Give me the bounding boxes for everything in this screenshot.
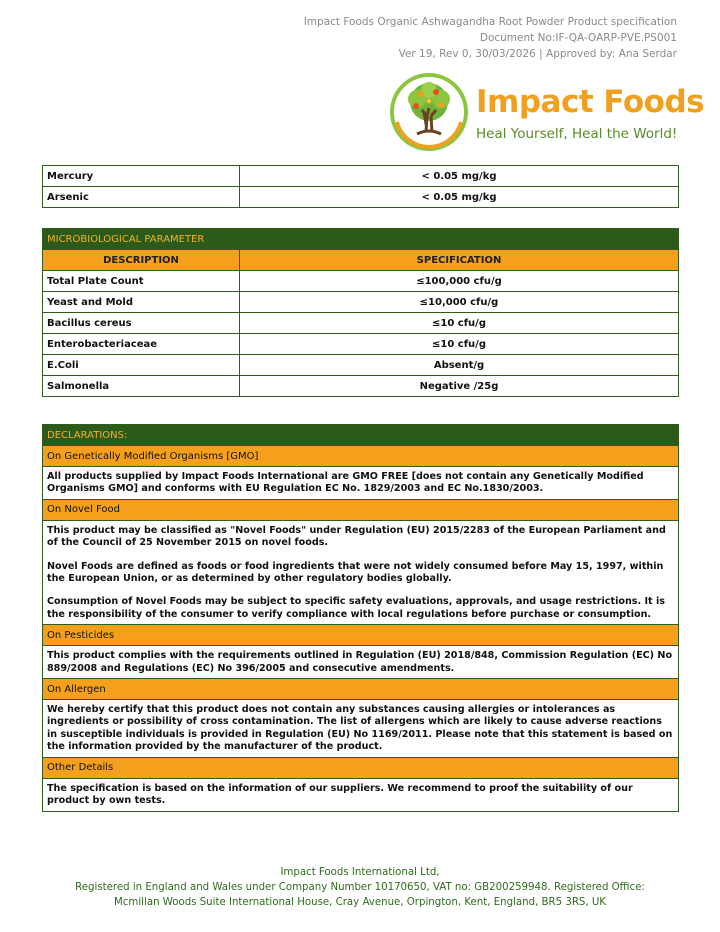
heavy-metals-table [42, 165, 679, 208]
table-row [43, 292, 679, 313]
paragraph: Consumption of Novel Foods may be subject to specific safety evaluations, approvals, and usage restrictions. It is the responsibility of the consumer to verify compliance with local regulations before purchase or consumption. [47, 596, 665, 620]
company-logo [389, 72, 705, 152]
footer-company: Impact Foods International Ltd, [280, 867, 440, 878]
brand-tagline: Heal Yourself, Heal the World! [476, 126, 678, 142]
param-name: E.Coli [43, 355, 240, 376]
doc-title: Impact Foods Organic Ashwagandha Root Powder Product specification [303, 16, 677, 28]
document-header [304, 14, 677, 62]
page-footer [0, 865, 720, 910]
declaration-heading [43, 757, 679, 778]
declaration-heading [43, 679, 679, 700]
novel-food-heading: On Novel Food [43, 499, 679, 520]
declaration-body [43, 778, 679, 811]
other-details-text [43, 778, 679, 811]
param-name: Total Plate Count [43, 271, 240, 292]
declaration-heading [43, 625, 679, 646]
param-name: Enterobacteriaceae [43, 334, 240, 355]
paragraph: All products supplied by Impact Foods International are GMO FREE [does not contain any Genetically Modified Organisms GMO] and conforms with EU Regulation EC No. 1829/2003 and EC No.1830/2003. [47, 471, 644, 495]
paragraph: The specification is based on the information of our suppliers. We recommend to proof the suitability of our product by own tests. [47, 782, 633, 807]
allergen-heading: On Allergen [43, 679, 679, 700]
table-row [43, 187, 679, 208]
paragraph: Novel Foods are defined as foods or food ingredients that were not widely consumed before May 15, 1997, within the European Union, or as determined by other regulatory bodies globally. [47, 560, 664, 585]
gmo-heading: On Genetically Modified Organisms [GMO] [43, 446, 679, 467]
declaration-heading [43, 499, 679, 520]
param-name: Salmonella [43, 376, 240, 397]
declaration-body [43, 646, 679, 679]
param-name: Arsenic [43, 187, 240, 208]
novel-food-text [43, 520, 679, 624]
microbiological-table [42, 228, 679, 397]
param-value: Absent/g [240, 355, 679, 376]
param-value: ≤100,000 cfu/g [240, 271, 679, 292]
paragraph: This product complies with the requirements outlined in Regulation (EU) 2018/848, Commission Regulation (EC) No 889/2008 and Regulations (EC) No 396/2005 and consecutive amendments. [47, 650, 673, 674]
section-header [43, 425, 679, 446]
allergen-text [43, 700, 679, 758]
param-value: ≤10 cfu/g [240, 334, 679, 355]
param-value: < 0.05 mg/kg [240, 187, 679, 208]
table-row [43, 334, 679, 355]
param-name: Yeast and Mold [43, 292, 240, 313]
declaration-body [43, 700, 679, 758]
section-title: DECLARATIONS: [43, 425, 679, 446]
paragraph: We hereby certify that this product does not contain any substances causing allergies or intolerances as ingredients or possibility of cross contamination. The list of allergens which are likely to cause adverse reactions in susceptible individuals is provided in Regulation (EU) No 1169/2011. Please note that this statement is based on the information provided by the manufacturer of the product. [47, 704, 673, 753]
doc-version: Ver 19, Rev 0, 30/03/2026 | Approved by: Ana Serdar [398, 48, 677, 60]
param-value: ≤10 cfu/g [240, 313, 679, 334]
footer-address: Mcmillan Woods Suite International House, Cray Avenue, Orpington, Kent, England, BR5 3RS, UK [114, 897, 606, 908]
pesticides-heading: On Pesticides [43, 625, 679, 646]
declaration-body [43, 520, 679, 624]
param-value: < 0.05 mg/kg [240, 166, 679, 187]
pesticides-text [43, 646, 679, 679]
param-value: Negative /25g [240, 376, 679, 397]
declaration-body [43, 467, 679, 500]
other-details-heading: Other Details [43, 757, 679, 778]
declarations-table [42, 424, 679, 812]
section-title: MICROBIOLOGICAL PARAMETER [43, 229, 679, 250]
brand-name: Impact Foods [476, 84, 705, 120]
param-name: Mercury [43, 166, 240, 187]
table-row [43, 166, 679, 187]
param-name: Bacillus cereus [43, 313, 240, 334]
declaration-heading [43, 446, 679, 467]
doc-number: Document No:IF-QA-OARP-PVE.PS001 [479, 32, 677, 44]
column-headers [43, 250, 679, 271]
column-header-specification: SPECIFICATION [240, 250, 679, 271]
table-row [43, 376, 679, 397]
tree-logo-icon [389, 72, 469, 152]
section-header [43, 229, 679, 250]
footer-registration: Registered in England and Wales under Company Number 10170650, VAT no: GB200259948. Registered Office: [75, 882, 645, 893]
gmo-text [43, 467, 679, 500]
param-value: ≤10,000 cfu/g [240, 292, 679, 313]
paragraph: This product may be classified as "Novel Foods" under Regulation (EU) 2015/2283 of the European Parliament and of the Council of 25 November 2015 on novel foods. [47, 524, 666, 549]
table-row [43, 271, 679, 292]
table-row [43, 355, 679, 376]
table-row [43, 313, 679, 334]
column-header-description: DESCRIPTION [43, 250, 240, 271]
